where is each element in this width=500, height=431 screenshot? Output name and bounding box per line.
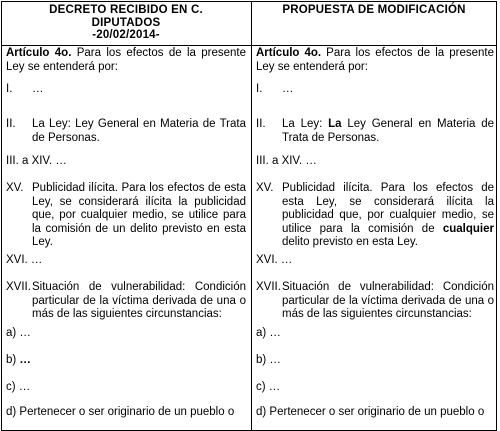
right-xv-b: cualquier xyxy=(434,222,494,235)
right-ii-num: II. xyxy=(256,118,266,130)
right-ii-c: Ley General en Materia de Trata de Personas. xyxy=(282,118,494,144)
left-inciso-b xyxy=(6,354,246,368)
right-ii-text xyxy=(282,118,494,145)
right-xv-a: Publicidad ilícita. Para los efectos de esta Ley, se considerará ilícita la publicidad que, por cualquier medio, se utilice para la comisión de xyxy=(282,182,494,235)
left-xv-text: Publicidad ilícita. Para los efectos de esta Ley, se considerará ilícita la publicidad que, por cualquier medio, se utilice para la comisión de un delito previsto en esta Ley. xyxy=(32,182,246,248)
right-i-text: … xyxy=(282,83,294,95)
left-xv-num: XV. xyxy=(6,182,24,194)
header-right xyxy=(252,4,496,17)
left-article-label: Artículo 4o. xyxy=(6,47,72,59)
left-inciso-c: c) … xyxy=(6,381,31,393)
right-xv-text xyxy=(282,182,494,250)
left-fraction-xv xyxy=(6,182,246,250)
header-divider xyxy=(2,45,496,46)
left-article-4 xyxy=(6,47,246,74)
right-inciso-c: c) … xyxy=(256,381,281,393)
left-b-dots: … xyxy=(19,354,31,366)
right-xvii-text: Situación de vulnerabilidad: Condición particular de la víctima derivada de una o más de las siguientes circunstancias: xyxy=(282,281,494,320)
comparison-table xyxy=(1,1,497,431)
right-fraction-xvii xyxy=(256,281,494,322)
column-divider xyxy=(251,2,252,430)
left-article-text: Para los efectos de la presente Ley se entenderá por: xyxy=(6,47,246,73)
left-xvii-text: Situación de vulnerabilidad: Condición particular de la víctima derivada de una o más de las siguientes circunstancias: xyxy=(32,281,246,320)
right-inciso-a: a) … xyxy=(256,327,281,339)
header-left-line-3: -20/02/2014- xyxy=(92,29,160,41)
left-fraction-ii xyxy=(6,118,246,145)
header-left-line-1: DECRETO RECIBIDO EN C. xyxy=(49,4,203,16)
left-inciso-d: d) Pertenecer o ser originario de un pueblo o xyxy=(6,406,235,418)
right-inciso-d: d) Pertenecer o ser originario de un pueblo o xyxy=(256,406,485,418)
right-xv-c: delito previsto en esta Ley. xyxy=(282,236,418,248)
right-ii-b: La xyxy=(322,118,342,130)
right-fraction-iii-xiv: III. a XIV. … xyxy=(256,155,317,167)
left-inciso-a: a) … xyxy=(6,327,31,339)
right-fraction-xv xyxy=(256,182,494,250)
right-article-text: Para los efectos de la presente Ley se entenderá por: xyxy=(256,47,494,73)
left-fraction-xvii xyxy=(6,281,246,322)
header-right-line-1: PROPUESTA DE MODIFICACIÓN xyxy=(282,4,466,16)
right-article-label: Artículo 4o. xyxy=(256,47,322,59)
right-i-num: I. xyxy=(256,83,263,95)
left-fraction-xvi: XVI. … xyxy=(6,254,43,266)
right-xvii-num: XVII. xyxy=(256,281,281,293)
right-article-4 xyxy=(256,47,494,74)
left-i-num: I. xyxy=(6,83,13,95)
right-fraction-xvi: XVI. … xyxy=(256,254,293,266)
header-left xyxy=(2,4,250,42)
left-ii-num: II. xyxy=(6,118,16,130)
left-xvii-num: XVII. xyxy=(6,281,31,293)
right-fraction-ii xyxy=(256,118,494,145)
left-ii-text: La Ley: Ley General en Materia de Trata de Personas. xyxy=(32,118,246,144)
right-ii-a: La Ley: xyxy=(282,118,323,130)
header-left-line-2: DIPUTADOS xyxy=(91,16,161,29)
left-fraction-iii-xiv: III. a XIV. … xyxy=(6,155,67,167)
left-i-text: … xyxy=(32,83,44,95)
right-inciso-b: b) … xyxy=(256,354,281,366)
right-xv-num: XV. xyxy=(256,182,274,194)
left-b-prefix: b) xyxy=(6,354,20,366)
